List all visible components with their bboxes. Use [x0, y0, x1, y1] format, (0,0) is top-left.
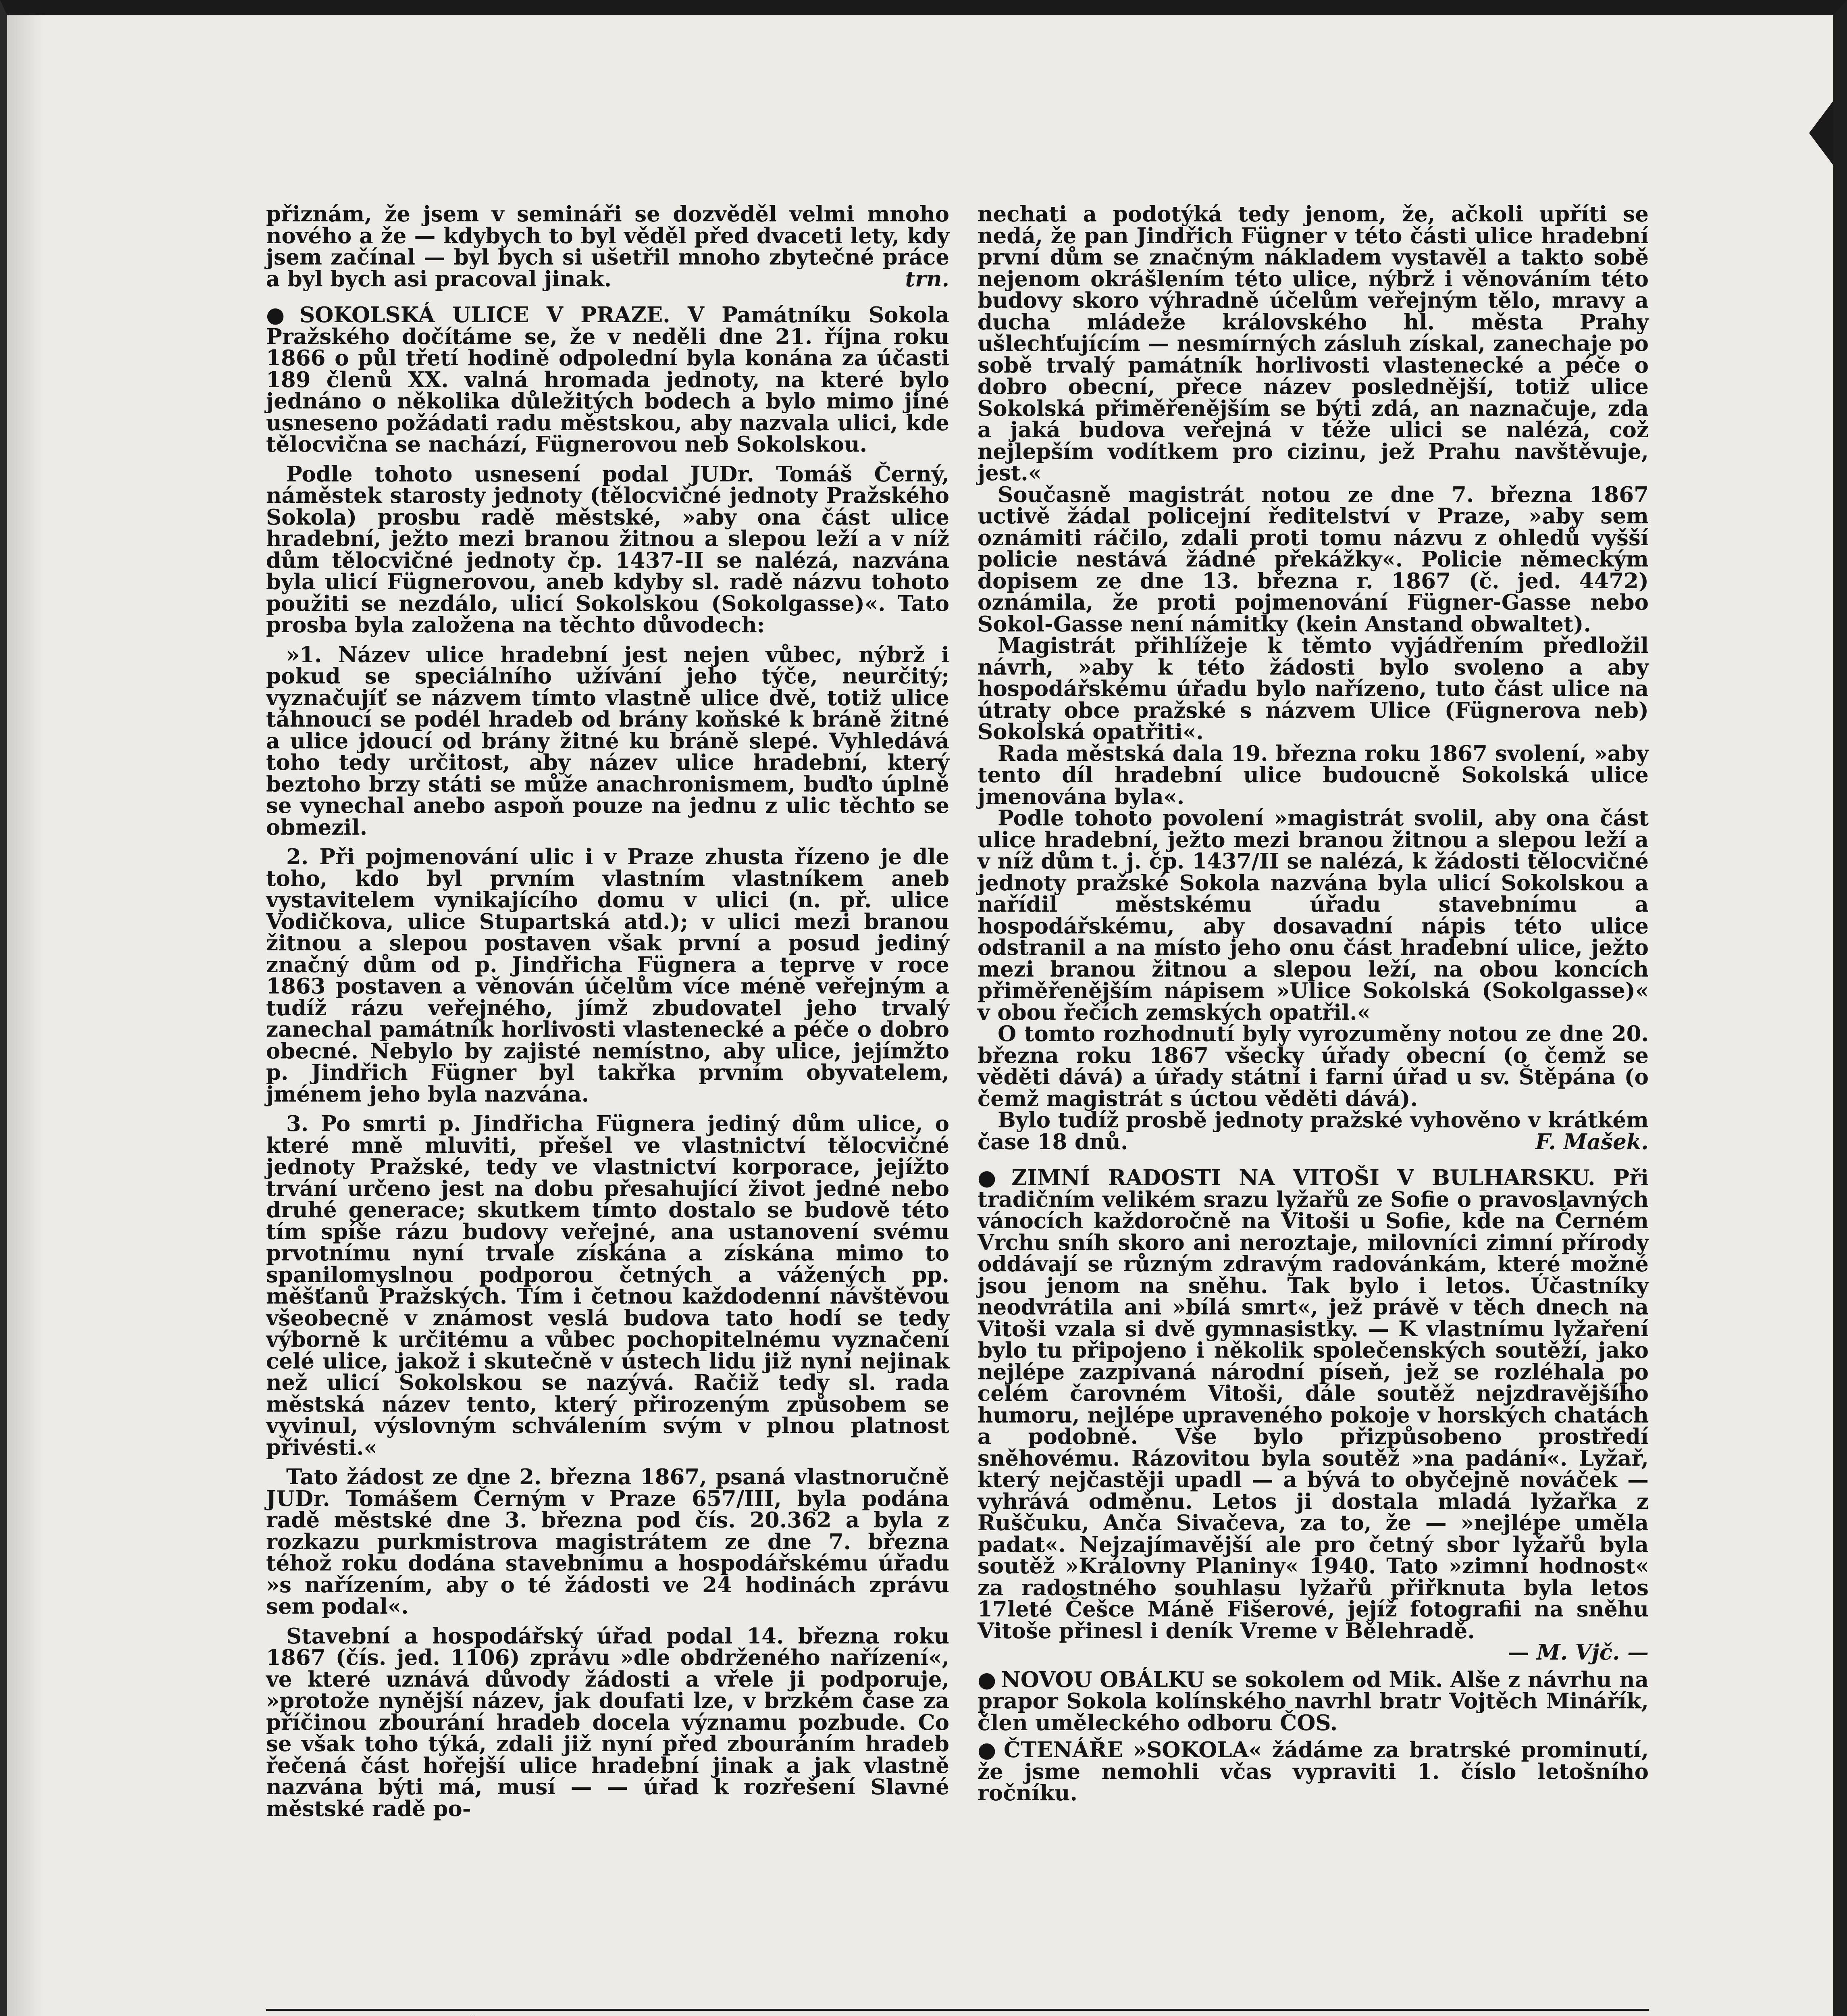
body-paragraph: Stavební a hospodářský úřad podal 14. března roku 1867 (čís. jed. 1106) zprávu »dle obdrženého nařízení«, ve které uznává důvody žádosti a vřele ji podporuje, »protože nynější název, jak doufati lze, v brzkém čase za příčinou zbourání hradeb docela významu pozbude. Co se však toho týká, zdali již nyní před zbouráním hradeb řečená část hořejší ulice hradební jinak a jak vlastně nazvána býti má, musí — — úřad k rozřešení Slavné městské radě po- — [266, 1623, 949, 1821]
article-sokolska-paragraph: ● SOKOLSKÁ ULICE V PRAZE. V Památníku Sokola Pražského dočítáme se, že v neděli dne 21. října roku 1866 o půl třetí hodině odpolední byla konána za účasti 189 členů XX. valná hromada jednoty, na které bylo jednáno o několika důležitých bodech a bylo mimo jiné usneseno požádati radu městskou, aby nazvala ulici, kde tělocvična se nachází, Fügnerovou neb Sokolskou. — [266, 302, 950, 457]
body-paragraph: Současně magistrát notou ze dne 7. března 1867 uctivě žádal policejní ředitelství v Praze, »aby sem oznámiti ráčilo, zdali proti tomu názvu z ohledů vyšší policie nestává žádné překážky«. Policie německým dopisem ze dne 13. března r. 1867 (č. jed. 4472) oznámila, že proti pojmenování Fügner-Gasse nebo Sokol-Gasse není námitky (kein Anstand obwaltet). — [978, 482, 1649, 637]
right-column — [978, 204, 1649, 1804]
body-paragraph: Podle tohoto povolení »magistrát svolil, aby ona část ulice hradební, ježto mezi branou žitnou a slepou leží a v níž dům t. j. čp. 1437/II se nalézá, k žádosti tělocvičné jednoty pražské Sokola nazvána byla ulicí Sokolskou a nařídil městskému úřadu stavebnímu a hospodářskému, aby dosavadní nápis této ulice odstranil a na místo jeho onu část hradební ulice, ježto mezi branou žitnou a slepou leží, na obou koncích přiměřenějším nápisem »Ulice Sokolská (Sokolgasse)« v obou řečích zemských opatřil.« — [978, 806, 1649, 1025]
body-paragraph: »1. Název ulice hradební jest nejen vůbec, nýbrž i pokud se speciálního užívání jeho týče, neurčitý; vyznačujíť se názvem tímto vlastně ulice dvě, totiž ulice táhnoucí se podél hradeb od brány koňské k bráně žitné a ulice jdoucí od brány žitné ku bráně slepé. Vyhledává toho tedy určitost, aby název ulice hradební, který beztoho brzy státi se může anachronismem, buďto úplně se vynechal anebo aspoň pouze na jednu z ulic těchto se obmezil. — [266, 642, 949, 840]
body-paragraph: Magistrát přihlížeje k těmto vyjádřením předložil návrh, »aby k této žádosti bylo svoleno a aby hospodářskému úřadu bylo nařízeno, tuto část ulice na útraty obce pražské s názvem Ulice (Fügnerova neb) Sokolská opatřiti«. — [978, 633, 1649, 744]
article-heading-obalka: NOVOU OBÁLKU — [1001, 1667, 1204, 1692]
intro-paragraph: přiznám, že jsem v semináři se dozvěděl velmi mnoho nového a že — kdybych to byl věděl před dvaceti lety, kdy jsem začínal — byl bych si ušetřil mnoho zbytečné práce a byl bych asi pracoval jinak. trn. — [266, 202, 949, 292]
article-heading-sokolska: SOKOLSKÁ ULICE V PRAZE. — [299, 302, 670, 327]
bullet-icon: ● — [266, 302, 295, 327]
article-ctenare-paragraph: ● ČTENÁŘE »SOKOLA« žádáme za bratrské prominutí, že jsme nemohli včas vypraviti 1. číslo letošního ročníku. — [978, 1737, 1649, 1806]
scan-shadow — [7, 15, 44, 2016]
body-paragraph: 2. Při pojmenování ulic i v Praze zhusta řízeno je dle toho, kdo byl prvním vlastním vlastníkem aneb vystavitelem vynikajícího domu v ulici (n. př. ulice Vodičkova, ulice Stupartská atd.); v ulici mezi branou žitnou a slepou postaven však první a posud jediný značný dům od p. Jindřicha Fügnera a teprve v roce 1863 postaven a věnován účelům více méně veřejným a tudíž rázu veřejného, jímž zbudovatel jeho trvalý zanechal památník horlivosti vlastenecké a péče o dobro obecné. Nebylo by zajisté nemístno, aby ulice, jejímžto p. Jindřich Fügner byl takřka prvním obyvatelem, jménem jeho byla nazvána. — [266, 844, 949, 1107]
bullet-icon: ● — [978, 1667, 996, 1692]
bullet-icon: ● — [978, 1737, 999, 1762]
body-paragraph: Tato žádost ze dne 2. března 1867, psaná vlastnoručně JUDr. Tomášem Černým v Praze 657/III, byla podána radě městské dne 3. března pod čís. 20.362 a byla z rozkazu purkmistrova magistrátem ze dne 7. března téhož roku dodána stavebnímu a hospodářskému úřadu »s nařízením, aby o té žádosti ve 24 hodinách zprávu sem podal«. — [266, 1464, 949, 1619]
intro-signature: trn. — [905, 266, 949, 292]
body-paragraph: Rada městská dala 19. března roku 1867 svolení, »aby tento díl hradební ulice budoucně Sokolská ulice jmenována byla«. — [978, 741, 1649, 809]
left-column — [266, 204, 949, 1820]
scan-edge-mark — [1809, 101, 1833, 165]
article-obalka-paragraph: ● NOVOU OBÁLKU se sokolem od Mik. Alše z návrhu na prapor Sokola kolínského navrhl bratr Vojtěch Minářík, člen uměleckého odboru ČOS. — [978, 1667, 1649, 1735]
footer-divider — [266, 2009, 1649, 2011]
signature-vjc: — M. Vjč. — — [1508, 1640, 1649, 1665]
body-paragraph: Bylo tudíž prosbě jednoty pražské vyhověno v krátkém čase 18 dnů. F. Mašek. — [978, 1108, 1649, 1154]
bullet-icon: ● — [978, 1165, 1007, 1190]
body-paragraph: Podle tohoto usnesení podal JUDr. Tomáš Černý, náměstek starosty jednoty (tělocvičné jednoty Pražského Sokola) prosbu radě městské, »aby ona část ulice hradební, ježto mezi branou žitnou a slepou leží a v níž dům tělocvičné jednoty čp. 1437-II se nalézá, nazvána byla ulicí Fügnerovou, aneb kdyby sl. radě názvu tohoto použiti se nezdálo, ulicí Sokolskou (Sokolgasse)«. Tato prosba byla založena na těchto důvodech: — [266, 461, 949, 637]
article-heading-ctenare: ČTENÁŘE »SOKOLA« — [1003, 1737, 1262, 1762]
signature-masek: F. Mašek. — [1535, 1129, 1649, 1154]
article-heading-vitosa: ZIMNÍ RADOSTI NA VITOŠI V BULHARSKU. — [1011, 1165, 1595, 1190]
body-paragraph: nechati a podotýká tedy jenom, že, ačkoli upříti se nedá, že pan Jindřich Fügner v této části ulice hradební první dům se značným nákladem vystavěl a takto sobě nejenom okrášlením této ulice, nýbrž i věnováním této budovy skoro výhradně účelům veřejným tělo, mravy a ducha mládeže královského hl. města Prahy ušlechťujícím — nesmírných zásluh získal, zanechaje po sobě trvalý památník horlivosti vlastenecké a péče o dobro obecní, přece název poslednější, totiž ulice Sokolská přiměřenějším se býti zdá, an naznačuje, zda a jaká budova veřejná v téže ulici se nalézá, což nejlepším vodítkem pro cizinu, jež Prahu navštěvuje, jest.« — [978, 202, 1649, 485]
article-vitosa-paragraph: ● ZIMNÍ RADOSTI NA VITOŠI V BULHARSKU. Při tradičním velikém srazu lyžařů ze Sofie o pravoslavných vánocích každoročně na Vitoši u Sofie, kde na Černém Vrchu sníh skoro ani neroztaje, milovníci zimní přírody oddávají se různým zdravým radovánkám, které možné jsou jenom na sněhu. Tak bylo i letos. Účastníky neodvrátila ani »bílá smrt«, jež právě v těch dnech na Vitoši vzala si dvě gymnasistky. — K vlastnímu lyžaření bylo tu připojeno i několik společenských soutěží, jako nejlépe zazpívaná národní píseň, jež se rozléhala po celém čarovném Vitoši, dále soutěž nejzdravějšího humoru, nejlépe upraveného pokoje v horských chatách a podobně. Vše bylo přizpůsobeno prostředí sněhovému. Rázovitou byla soutěž »na padání«. Lyžař, který nejčastěji upadl — a bývá to obyčejně nováček — vyhrává odměnu. Letos ji dostala mladá lyžařka z Ruščuku, Anča Sivačeva, za to, že — »nejlépe uměla padat«. Nejzajímavější ale pro četný sbor lyžařů byla soutěž »Královny Planiny« 1940. Tato »zimní hodnost« za radostného souhlasu lyžařů přiřknuta byla letos 17leté Češce Máně Fišerové, jejíž fotografii na sněhu Vitoše přinesl i deník Vreme v Bělehradě. — [978, 1165, 1649, 1643]
body-paragraph: O tomto rozhodnutí byly vyrozuměny notou ze dne 20. března roku 1867 všecky úřady obecní (o čemž se věděti dává) a úřady státní i farní úřad u sv. Štěpána (o čemž magistrát s úctou věděti dává). — [978, 1021, 1649, 1111]
body-paragraph: 3. Po smrti p. Jindřicha Fügnera jediný dům ulice, o které mně mluviti, přešel ve vlastnictví tělocvičné jednoty Pražské, tedy ve vlastnictví korporace, jejížto trvání určeno jest na dobu přesahující život jedné nebo druhé generace; skutkem tímto dostalo se budově této tím spíše rázu budovy veřejné, ana ustanovení svému prvotnímu nyní trvale získána a získána mimo to spanilomyslnou podporou četných a vážených pp. měšťanů Pražských. Tím i četnou každodenní návštěvou všeobecně v známost veslá budova tato hodí se tedy výborně k určitému a vůbec pochopitelnému vyznačení celé ulice, jakož i skutečně v ústech lidu již nyní nejinak než ulicí Sokolskou se nazývá. Račiž tedy sl. rada městská název tento, který přirozeným způsobem se vyvinul, výslovným schválením svým v plnou platnost přivésti.« — [266, 1111, 949, 1460]
